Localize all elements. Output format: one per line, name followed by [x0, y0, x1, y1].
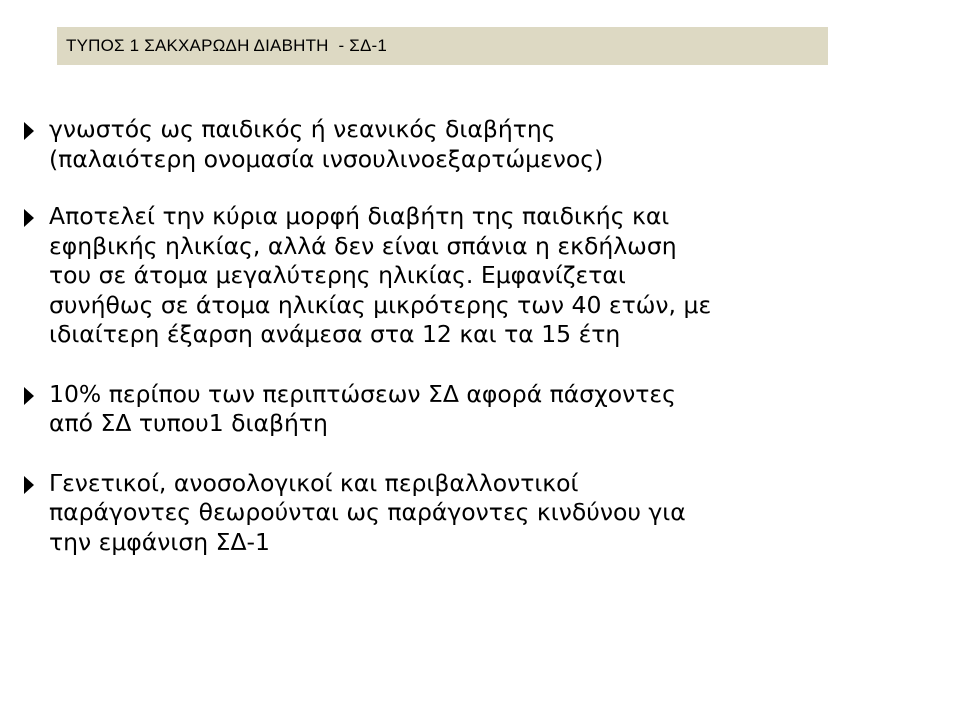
bullet-item [22, 115, 822, 174]
bullet-text: Αποτελεί την κύρια μορφή διαβήτη της παιδικής και εφηβικής ηλικίας, αλλά δεν είναι σπάνια η εκδήλωση του σε άτομα μεγαλύτερης ηλικίας. Εμφανίζεται συνήθως σε άτομα ηλικίας μικρότερης των 40 ετών, με ιδιαίτερη έξαρση ανάμεσα στα 12 και τα 15 έτη [49, 202, 712, 348]
triangle-right-icon [24, 387, 34, 405]
triangle-right-icon [24, 476, 34, 494]
bullet-text: 10% περίπου των περιπτώσεων ΣΔ αφορά πάσχοντες από ΣΔ τυπου1 διαβήτη [49, 379, 676, 437]
title-bar [57, 27, 828, 65]
bullet-text: Γενετικοί, ανοσολογικοί και περιβαλλοντικοί παράγοντες θεωρούνται ως παράγοντες κινδύνου για την εμφάνιση ΣΔ-1 [49, 468, 686, 556]
triangle-right-icon [24, 209, 34, 227]
triangle-right-icon [24, 122, 34, 140]
bullet-text: γνωστός ως παιδικός ή νεανικός διαβήτης (παλαιότερη ονομασία ινσουλινοεξαρτώμενος) [49, 115, 604, 173]
bullet-item [22, 469, 822, 558]
slide-title: ΤΥΠΟΣ 1 ΣΑΚΧΑΡΩΔΗ ΔΙΑΒΗΤΗ - ΣΔ-1 [66, 36, 388, 55]
bullet-item [22, 202, 822, 350]
bullet-item [22, 380, 822, 439]
bullet-list [22, 115, 822, 557]
